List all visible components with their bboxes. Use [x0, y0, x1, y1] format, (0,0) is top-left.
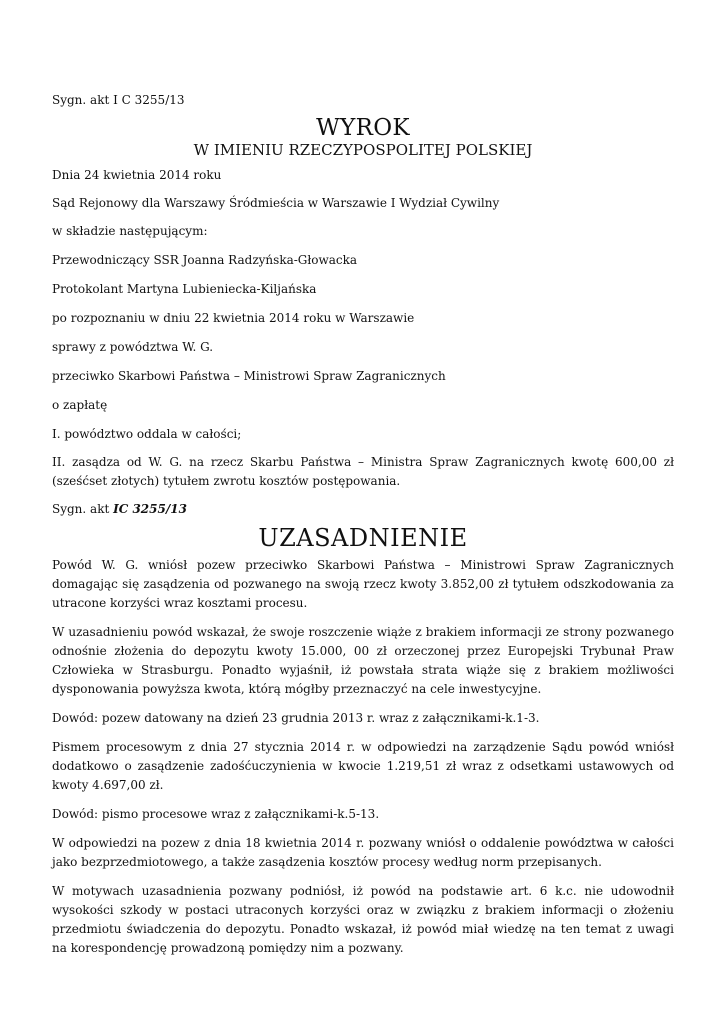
case-subject: o zapłatę	[52, 398, 108, 412]
justification-title: UZASADNIENIE	[258, 524, 468, 552]
evidence-1: Dowód: pozew datowany na dzień 23 grudnia 2013 r. wraz z załącznikami-k.1-3.	[52, 711, 540, 725]
document-page	[52, 91, 674, 958]
justification-paragraph-3: Pismem procesowym z dnia 27 stycznia 2014 r. w odpowiedzi na zarządzenie Sądu powód wniósł dodatkowo o zasądzenie zadośćuczynienia w kwocie 1.219,51 zł wraz z odsetkami ustawowych od kwoty 4.697,00 zł.	[52, 740, 674, 792]
signature-number: IC 3255/13	[113, 502, 187, 516]
composition-intro: w składzie następującym:	[52, 224, 208, 238]
presiding-judge: Przewodniczący SSR Joanna Radzyńska-Głowacka	[52, 253, 358, 267]
justification-paragraph-2: W uzasadnieniu powód wskazał, że swoje roszczenie wiąże z brakiem informacji ze strony pozwanego odnośnie złożenia do depozytu kwoty 15.000, 00 zł orzeczonej przez Europejski Trybunał Praw Człowieka w Strasburgu. Ponadto wyjaśnił, iż powstała strata wiąże się z brakiem możliwości dysponowania powyższa kwota, którą mógłby przeznaczyć na cele inwestycyjne.	[52, 625, 674, 696]
verdict-point-2: II. zasądza od W. G. na rzecz Skarbu Państwa – Ministra Spraw Zagranicznych kwotę 600,00 zł (sześćset złotych) tytułem zwrotu kosztów postępowania.	[52, 455, 674, 488]
verdict-subtitle: W IMIENIU RZECZYPOSPOLITEJ POLSKIEJ	[193, 141, 533, 159]
case-signature-top: Sygn. akt I C 3255/13	[52, 93, 185, 107]
justification-paragraph-5: W motywach uzasadnienia pozwany podniósł, iż powód na podstawie art. 6 k.c. nie udowodnił wysokości szkody w postaci utraconych korzyści oraz w związku z brakiem informacji o złożeniu przedmiotu świadczenia do depozytu. Ponadto wskazał, iż powód miał wiedzę na ten temat z uwagi na korespondencję prowadzoną pomiędzy nim a pozwany.	[52, 884, 674, 955]
case-of: sprawy z powództwa W. G.	[52, 340, 214, 354]
case-against: przeciwko Skarbowi Państwa – Ministrowi Spraw Zagranicznych	[52, 369, 446, 383]
justification-paragraph-4: W odpowiedzi na pozew z dnia 18 kwietnia 2014 r. pozwany wniósł o oddalenie powództwa w całości jako bezprzedmiotowego, a także zasądzenia kosztów procesy według norm przepisanych.	[52, 836, 674, 869]
verdict-title: WYROK	[316, 115, 410, 141]
signature-prefix: Sygn. akt	[52, 502, 114, 516]
court-clerk: Protokolant Martyna Lubieniecka-Kiljańska	[52, 282, 317, 296]
justification-paragraph-1: Powód W. G. wniósł pozew przeciwko Skarbowi Państwa – Ministrowi Spraw Zagranicznych domagając się zasądzenia od pozwanego na swoją rzecz kwoty 3.852,00 zł tytułem odszkodowania za utracone korzyści wraz kosztami procesu.	[52, 558, 674, 610]
court-name: Sąd Rejonowy dla Warszawy Śródmieścia w Warszawie I Wydział Cywilny	[52, 196, 500, 210]
hearing-info: po rozpoznaniu w dniu 22 kwietnia 2014 roku w Warszawie	[52, 311, 415, 325]
verdict-point-1: I. powództwo oddala w całości;	[52, 427, 242, 441]
case-signature-justification	[52, 500, 674, 518]
evidence-2: Dowód: pismo procesowe wraz z załącznikami-k.5-13.	[52, 807, 380, 821]
verdict-date: Dnia 24 kwietnia 2014 roku	[52, 168, 222, 182]
